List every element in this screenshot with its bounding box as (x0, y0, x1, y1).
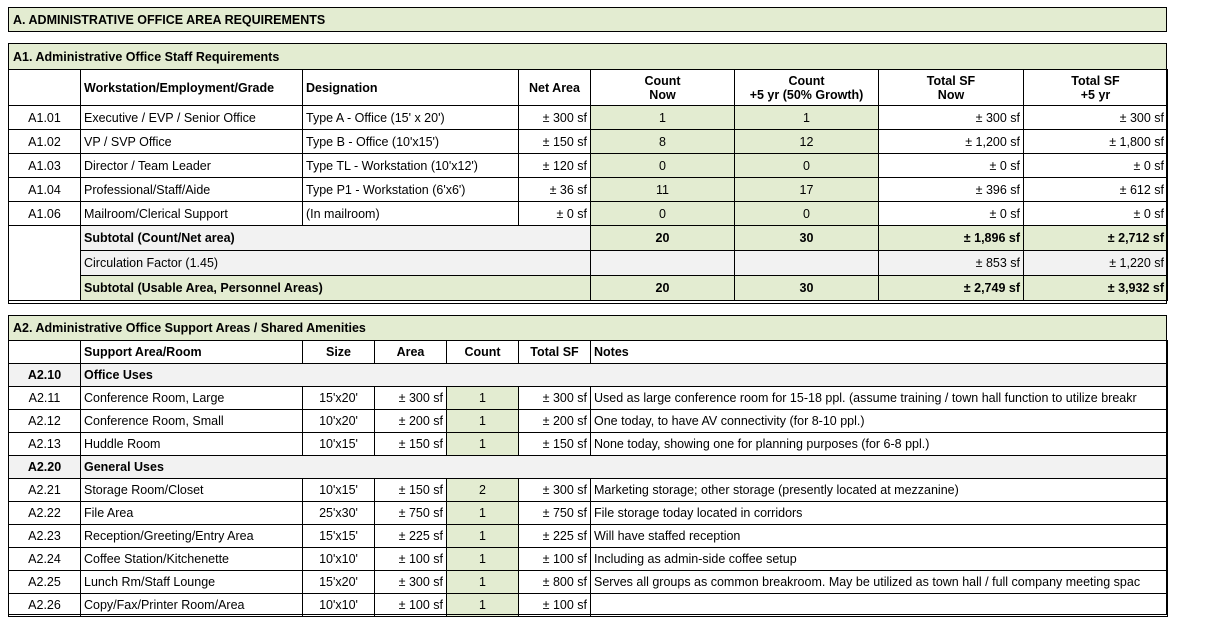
row-total: ± 300 sf (519, 479, 591, 502)
row-area: ± 200 sf (375, 410, 447, 433)
row-id: A2.24 (9, 548, 81, 571)
id-header (9, 341, 81, 364)
row-id: A2.11 (9, 387, 81, 410)
support-areas-table (8, 340, 1168, 617)
section-a2-title: A2. Administrative Office Support Areas / Shared Amenities (8, 315, 1167, 341)
row-net-area: ± 120 sf (519, 154, 591, 178)
row-count: 1 (447, 594, 519, 617)
row-id: A2.21 (9, 479, 81, 502)
row-notes: None today, showing one for planning purposes (for 6-8 ppl.) (591, 433, 1168, 456)
usable-label: Subtotal (Usable Area, Personnel Areas) (81, 276, 591, 301)
row-id: A1.06 (9, 202, 81, 226)
group-row (9, 456, 1168, 479)
row-net-area: ± 300 sf (519, 106, 591, 130)
row-id: A2.12 (9, 410, 81, 433)
row-notes: Marketing storage; other storage (presently located at mezzanine) (591, 479, 1168, 502)
row-name: Mailroom/Clerical Support (81, 202, 303, 226)
row-count-now: 0 (591, 202, 735, 226)
row-name: Executive / EVP / Senior Office (81, 106, 303, 130)
row-count-now: 8 (591, 130, 735, 154)
usable-count-now: 20 (591, 276, 735, 301)
group-id: A2.20 (9, 456, 81, 479)
count-5yr-header: Count +5 yr (50% Growth) (735, 70, 879, 106)
table-header-row (9, 341, 1168, 364)
subtotal-sf-5yr: ± 2,712 sf (1024, 226, 1168, 251)
circulation-sf-5yr: ± 1,220 sf (1024, 251, 1168, 276)
usable-subtotal-row (9, 276, 1168, 301)
table-row (9, 594, 1168, 617)
row-id: A2.22 (9, 502, 81, 525)
row-sf-5yr: ± 300 sf (1024, 106, 1168, 130)
row-id: A1.04 (9, 178, 81, 202)
row-room: Huddle Room (81, 433, 303, 456)
circulation-label: Circulation Factor (1.45) (81, 251, 591, 276)
row-size: 25'x30' (303, 502, 375, 525)
circulation-count-now (591, 251, 735, 276)
row-count-5yr: 0 (735, 154, 879, 178)
row-area: ± 100 sf (375, 594, 447, 617)
row-size: 10'x20' (303, 410, 375, 433)
row-sf-now: ± 396 sf (879, 178, 1024, 202)
group-row (9, 364, 1168, 387)
row-count-now: 1 (591, 106, 735, 130)
subtotal-label: Subtotal (Count/Net area) (81, 226, 591, 251)
table-row (9, 202, 1168, 226)
row-count-5yr: 12 (735, 130, 879, 154)
row-id: A2.13 (9, 433, 81, 456)
row-room: Storage Room/Closet (81, 479, 303, 502)
row-sf-5yr: ± 612 sf (1024, 178, 1168, 202)
row-size: 10'x15' (303, 479, 375, 502)
notes-header: Notes (591, 341, 1168, 364)
row-count-now: 0 (591, 154, 735, 178)
table-row (9, 502, 1168, 525)
circulation-row (9, 251, 1168, 276)
subtotal-sf-now: ± 1,896 sf (879, 226, 1024, 251)
usable-sf-5yr: ± 3,932 sf (1024, 276, 1168, 301)
row-room: File Area (81, 502, 303, 525)
row-notes: One today, to have AV connectivity (for 8-10 ppl.) (591, 410, 1168, 433)
row-id: A2.26 (9, 594, 81, 617)
count-now-header: Count Now (591, 70, 735, 106)
row-size: 10'x10' (303, 548, 375, 571)
table-row (9, 130, 1168, 154)
row-total: ± 750 sf (519, 502, 591, 525)
row-sf-now: ± 300 sf (879, 106, 1024, 130)
table-header-row (9, 70, 1168, 106)
row-total: ± 800 sf (519, 571, 591, 594)
section-a1-title: A1. Administrative Office Staff Requirements (8, 43, 1167, 70)
row-net-area: ± 0 sf (519, 202, 591, 226)
row-room: Lunch Rm/Staff Lounge (81, 571, 303, 594)
row-area: ± 150 sf (375, 479, 447, 502)
row-notes: Serves all groups as common breakroom. May be utilized as town hall / full company meeting spac (591, 571, 1168, 594)
row-name: Professional/Staff/Aide (81, 178, 303, 202)
row-count-5yr: 1 (735, 106, 879, 130)
row-size: 10'x15' (303, 433, 375, 456)
circulation-sf-now: ± 853 sf (879, 251, 1024, 276)
table-row (9, 525, 1168, 548)
row-total: ± 150 sf (519, 433, 591, 456)
row-size: 15'x15' (303, 525, 375, 548)
row-size: 10'x10' (303, 594, 375, 617)
row-notes: Will have staffed reception (591, 525, 1168, 548)
row-count: 2 (447, 479, 519, 502)
row-designation: Type TL - Workstation (10'x12') (303, 154, 519, 178)
group-id: A2.10 (9, 364, 81, 387)
sf-now-header: Total SF Now (879, 70, 1024, 106)
row-room: Conference Room, Large (81, 387, 303, 410)
staff-requirements-table (8, 69, 1168, 301)
row-notes: Used as large conference room for 15-18 ppl. (assume training / town hall function to utilize breakr (591, 387, 1168, 410)
total-sf-header: Total SF (519, 341, 591, 364)
row-notes: Including as admin-side coffee setup (591, 548, 1168, 571)
table-row (9, 178, 1168, 202)
row-net-area: ± 150 sf (519, 130, 591, 154)
row-sf-now: ± 0 sf (879, 202, 1024, 226)
row-id: A1.02 (9, 130, 81, 154)
area-header: Area (375, 341, 447, 364)
group-label: General Uses (81, 456, 1168, 479)
row-total: ± 300 sf (519, 387, 591, 410)
table-row (9, 433, 1168, 456)
row-total: ± 100 sf (519, 594, 591, 617)
room-header: Support Area/Room (81, 341, 303, 364)
row-area: ± 750 sf (375, 502, 447, 525)
row-area: ± 100 sf (375, 548, 447, 571)
row-room: Copy/Fax/Printer Room/Area (81, 594, 303, 617)
table-row (9, 571, 1168, 594)
row-id: A2.25 (9, 571, 81, 594)
row-designation: Type P1 - Workstation (6'x6') (303, 178, 519, 202)
section-a-title: A. ADMINISTRATIVE OFFICE AREA REQUIREMENTS (8, 7, 1167, 32)
usable-count-5yr: 30 (735, 276, 879, 301)
row-notes (591, 594, 1168, 617)
table-row (9, 479, 1168, 502)
row-count: 1 (447, 387, 519, 410)
row-count-5yr: 17 (735, 178, 879, 202)
table-row (9, 154, 1168, 178)
count-header: Count (447, 341, 519, 364)
row-count: 1 (447, 525, 519, 548)
row-name: Director / Team Leader (81, 154, 303, 178)
row-count: 1 (447, 502, 519, 525)
size-header: Size (303, 341, 375, 364)
table-row (9, 410, 1168, 433)
row-sf-5yr: ± 0 sf (1024, 154, 1168, 178)
row-count: 1 (447, 410, 519, 433)
row-area: ± 300 sf (375, 387, 447, 410)
row-room: Conference Room, Small (81, 410, 303, 433)
usable-sf-now: ± 2,749 sf (879, 276, 1024, 301)
row-designation: Type A - Office (15' x 20') (303, 106, 519, 130)
sf-5yr-header: Total SF +5 yr (1024, 70, 1168, 106)
subtotal-count-5yr: 30 (735, 226, 879, 251)
row-area: ± 225 sf (375, 525, 447, 548)
row-room: Reception/Greeting/Entry Area (81, 525, 303, 548)
subtotal-spacer (9, 226, 81, 301)
row-sf-5yr: ± 1,800 sf (1024, 130, 1168, 154)
row-designation: (In mailroom) (303, 202, 519, 226)
row-name: VP / SVP Office (81, 130, 303, 154)
table-row (9, 387, 1168, 410)
row-sf-now: ± 0 sf (879, 154, 1024, 178)
row-net-area: ± 36 sf (519, 178, 591, 202)
table-row (9, 548, 1168, 571)
id-header (9, 70, 81, 106)
row-size: 15'x20' (303, 571, 375, 594)
net-area-header: Net Area (519, 70, 591, 106)
subtotal-row (9, 226, 1168, 251)
row-count: 1 (447, 548, 519, 571)
row-size: 15'x20' (303, 387, 375, 410)
circulation-count-5yr (735, 251, 879, 276)
group-label: Office Uses (81, 364, 1168, 387)
row-notes: File storage today located in corridors (591, 502, 1168, 525)
row-id: A2.23 (9, 525, 81, 548)
row-total: ± 200 sf (519, 410, 591, 433)
row-count: 1 (447, 433, 519, 456)
row-id: A1.01 (9, 106, 81, 130)
workstation-header: Workstation/Employment/Grade (81, 70, 303, 106)
row-total: ± 225 sf (519, 525, 591, 548)
designation-header: Designation (303, 70, 519, 106)
table-row (9, 106, 1168, 130)
row-room: Coffee Station/Kitchenette (81, 548, 303, 571)
row-count-now: 11 (591, 178, 735, 202)
row-id: A1.03 (9, 154, 81, 178)
row-designation: Type B - Office (10'x15') (303, 130, 519, 154)
row-total: ± 100 sf (519, 548, 591, 571)
row-sf-now: ± 1,200 sf (879, 130, 1024, 154)
row-area: ± 150 sf (375, 433, 447, 456)
row-count: 1 (447, 571, 519, 594)
row-sf-5yr: ± 0 sf (1024, 202, 1168, 226)
row-count-5yr: 0 (735, 202, 879, 226)
subtotal-count-now: 20 (591, 226, 735, 251)
row-area: ± 300 sf (375, 571, 447, 594)
